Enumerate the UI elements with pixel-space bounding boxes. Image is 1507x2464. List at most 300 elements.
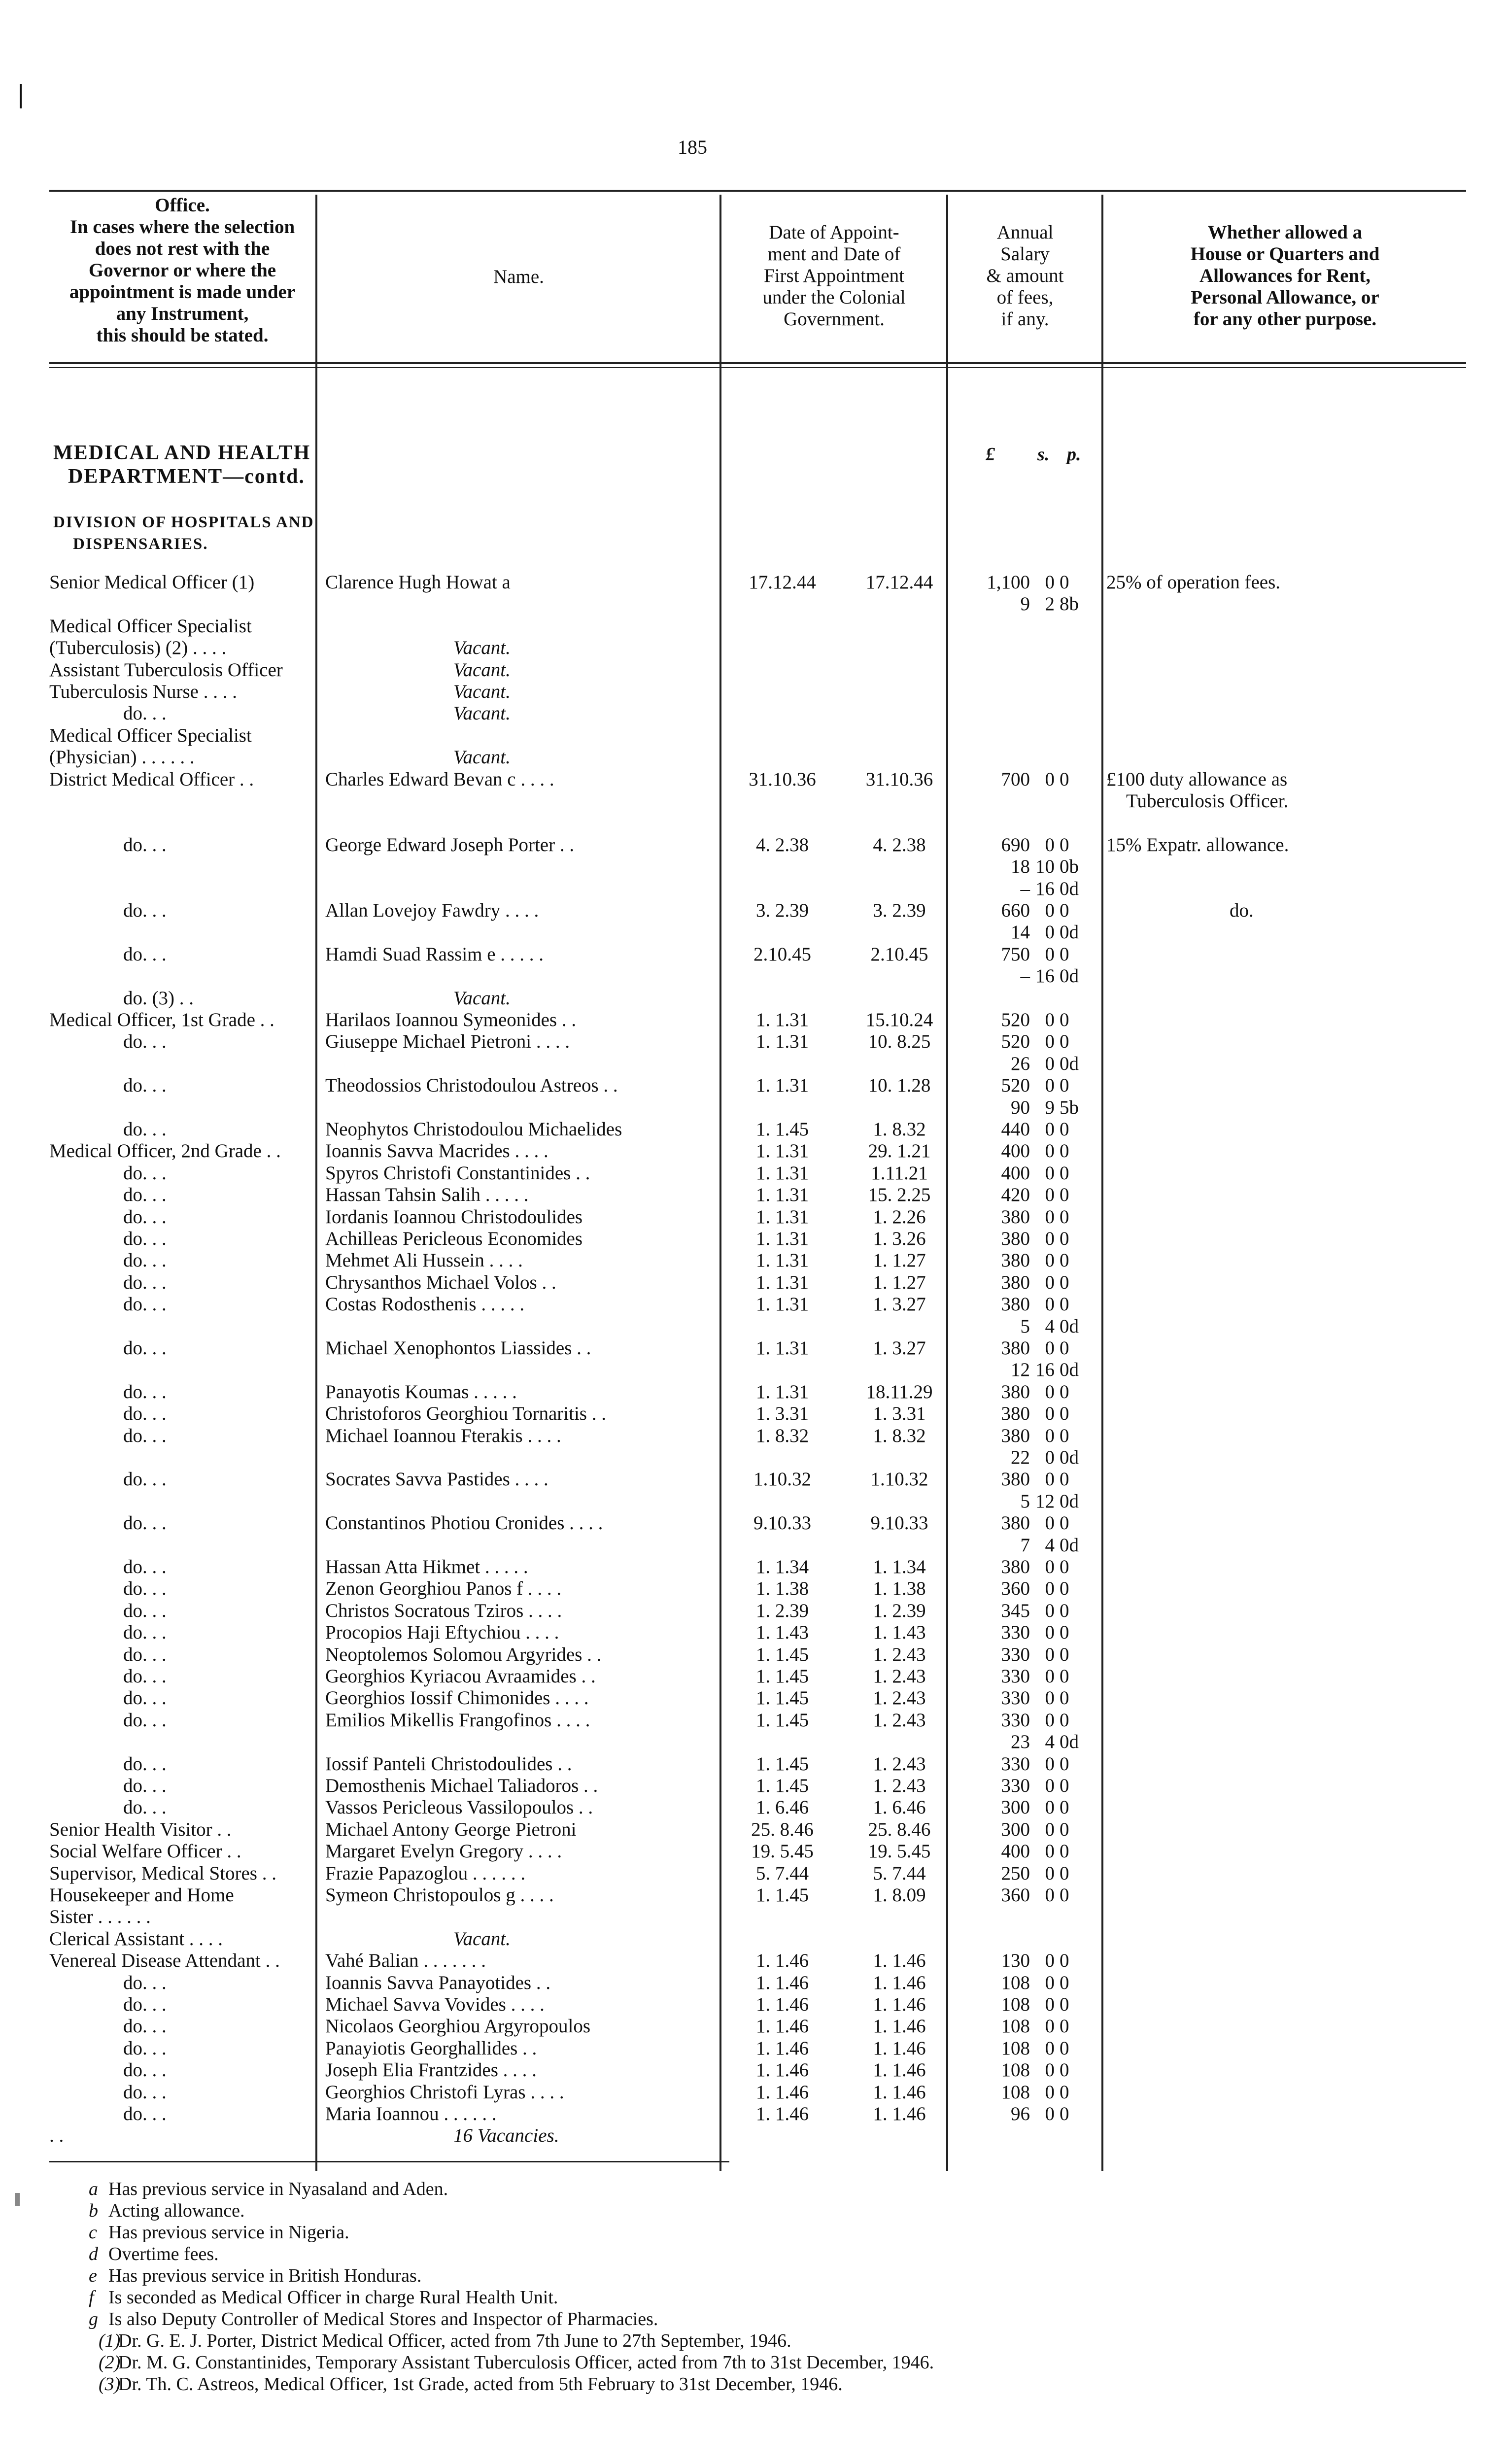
cell-name: Demosthenis Michael Taliadoros . . (325, 1775, 598, 1796)
cell-amt: 380 (1001, 1294, 1030, 1315)
cell-d1: 1. 1.45 (755, 1709, 809, 1731)
cell-amt: 330 (1001, 1643, 1030, 1665)
cell-office: do. . . (123, 1709, 167, 1731)
cell-name: Nicolaos Georghiou Argyropoulos (325, 2016, 591, 2037)
cell-amt: 380 (1001, 1250, 1030, 1271)
cell-name: Socrates Savva Pastides . . . . (325, 1469, 548, 1490)
table-row (0, 1622, 1507, 1643)
cell-d1: 4. 2.38 (755, 834, 809, 856)
cell-s: 4 (1045, 1731, 1055, 1753)
cell-name: Panayiotis Georghallides . . (325, 2037, 537, 2059)
cell-d1: 2.10.45 (754, 943, 811, 965)
table-row (0, 2125, 1507, 2147)
table-row (0, 834, 1507, 856)
cell-d1: 1. 1.38 (755, 1578, 809, 1600)
cell-office: do. . . (123, 2081, 167, 2103)
footnote (99, 2352, 934, 2373)
cell-office: Sister . . . . . . (49, 1906, 151, 1928)
cell-d2: 17.12.44 (865, 572, 933, 593)
cell-p: 0 (1060, 1818, 1069, 1840)
cell-office: do. . . (123, 1972, 167, 1993)
cell-d2: 1. 1.46 (873, 2037, 926, 2059)
table-row (0, 1797, 1507, 1818)
cell-s: 0 (1045, 1206, 1055, 1228)
cell-p: 0 (1060, 1862, 1069, 1884)
cell-p: 0d (1060, 1534, 1079, 1556)
footnote (89, 2243, 219, 2265)
cell-p: 0 (1060, 1775, 1069, 1796)
cell-d2: 1. 3.27 (873, 1294, 926, 1315)
cell-d1: 1. 1.46 (755, 2103, 809, 2124)
cell-s: 0 (1045, 1753, 1055, 1775)
table-row (0, 988, 1507, 1009)
cell-d2: 1. 3.31 (873, 1403, 926, 1425)
table-row (0, 1753, 1507, 1775)
cell-name: Neophytos Christodoulou Michaelides (325, 1119, 622, 1140)
cell-name: Procopios Haji Eftychiou . . . . (325, 1622, 559, 1643)
cell-s: 16 (1035, 965, 1055, 987)
header-bottom-rule-2 (49, 367, 1466, 368)
cell-office: do. . . (123, 1271, 167, 1293)
cell-name: 16 Vacancies. (453, 2125, 559, 2147)
cell-name: Georghios Iossif Chimonides . . . . (325, 1687, 589, 1709)
table-row (0, 1447, 1507, 1469)
cell-amt: – (1020, 878, 1030, 899)
cell-d2: 1. 8.32 (873, 1119, 926, 1140)
table-row (0, 1163, 1507, 1184)
cell-office: do. . . (123, 1753, 167, 1775)
cell-p: 0d (1060, 1053, 1079, 1074)
cell-amt: 108 (1001, 2037, 1030, 2059)
cell-amt: 108 (1001, 1994, 1030, 2015)
cell-s: 0 (1045, 1972, 1055, 1993)
cell-office: do. . . (123, 1075, 167, 1096)
cell-office: do. . . (123, 2103, 167, 2124)
table-row (0, 2016, 1507, 2037)
cell-s: 0 (1045, 1862, 1055, 1884)
table-row (0, 616, 1507, 637)
division-title: DIVISION OF HOSPITALS AND DISPENSARIES. (53, 513, 314, 553)
cell-amt: 14 (1011, 922, 1030, 943)
table-row (0, 1994, 1507, 2016)
table-row (0, 1250, 1507, 1271)
cell-d2: 1. 2.26 (873, 1206, 926, 1228)
header-bottom-rule (49, 362, 1466, 364)
cell-p: 0 (1060, 1184, 1069, 1206)
cell-p: 0 (1060, 1622, 1069, 1643)
table-row (0, 965, 1507, 987)
cell-d2: 1. 1.46 (873, 2059, 926, 2081)
footnote-rule (49, 2161, 729, 2162)
footnote-key: (1) (99, 2330, 121, 2351)
cell-d2: 1. 2.43 (873, 1753, 926, 1775)
header-name: Name. (493, 266, 544, 287)
cell-s: 0 (1045, 1337, 1055, 1359)
table-row (0, 1469, 1507, 1490)
table-row (0, 1512, 1507, 1534)
cell-office: do. . . (123, 1184, 167, 1206)
cell-d2: 2.10.45 (870, 943, 928, 965)
cell-d1: 31.10.36 (749, 768, 816, 790)
cell-d2: 1.11.21 (871, 1162, 928, 1184)
cell-s: 0 (1045, 1950, 1055, 1972)
cell-amt: 520 (1001, 1009, 1030, 1030)
table-row (0, 1972, 1507, 1994)
table-row (0, 2059, 1507, 2081)
table-row (0, 1097, 1507, 1119)
cell-name: Charles Edward Bevan c . . . . (325, 768, 554, 790)
table-row (0, 1666, 1507, 1687)
footnote (89, 2308, 658, 2330)
cell-d1: 1. 1.46 (755, 1994, 809, 2015)
cell-s: 0 (1045, 834, 1055, 856)
table-row (0, 1644, 1507, 1666)
cell-p: 0 (1060, 900, 1069, 921)
cell-s: 0 (1045, 943, 1055, 965)
cell-amt: 400 (1001, 1162, 1030, 1184)
cell-amt: 5 (1020, 1315, 1030, 1337)
table-row (0, 856, 1507, 878)
cell-p: 0 (1060, 1950, 1069, 1972)
table-row (0, 1535, 1507, 1556)
cell-amt: 345 (1001, 1600, 1030, 1621)
table-row (0, 1184, 1507, 1206)
footnote-key: f (89, 2287, 94, 2308)
footnote (99, 2330, 791, 2352)
cell-name: Hamdi Suad Rassim e . . . . . (325, 943, 544, 965)
cell-s: 0 (1045, 1622, 1055, 1643)
footnote-text: Acting allowance. (108, 2200, 245, 2221)
cell-name: Harilaos Ioannou Symeonides . . (325, 1009, 577, 1030)
footnote-key: a (89, 2179, 98, 2199)
cell-office: (Physician) . . . . . . (49, 747, 195, 768)
cell-amt: 440 (1001, 1119, 1030, 1140)
cell-p: 0 (1060, 2103, 1069, 2124)
cell-s: 0 (1045, 1250, 1055, 1271)
cell-name: Michael Antony George Pietroni (325, 1818, 577, 1840)
cell-office: (Tuberculosis) (2) . . . . (49, 637, 227, 659)
table-row (0, 1075, 1507, 1096)
table-row (0, 1884, 1507, 1906)
cell-office: Medical Officer, 2nd Grade . . (49, 1140, 281, 1162)
cell-p: 0 (1060, 943, 1069, 965)
cell-name: Maria Ioannou . . . . . . (325, 2103, 497, 2124)
header-allowance: Whether allowed a House or Quarters and Allowances for Rent, Personal Allowance, or for any other purpose. (1190, 222, 1380, 330)
cell-s: 16 (1035, 1359, 1055, 1381)
cell-d1: 1. 1.31 (755, 1031, 809, 1053)
footnote-text: Has previous service in Nigeria. (108, 2222, 349, 2243)
cell-s: 0 (1045, 2103, 1055, 2124)
cell-office: Senior Health Visitor . . (49, 1818, 232, 1840)
cell-amt: 400 (1001, 1140, 1030, 1162)
cell-p: 0 (1060, 1425, 1069, 1446)
cell-d2: 1.10.32 (870, 1469, 928, 1490)
cell-amt: 300 (1001, 1797, 1030, 1818)
footnote-key: (2) (99, 2352, 121, 2373)
table-row (0, 747, 1507, 768)
cell-d2: 1. 2.43 (873, 1666, 926, 1687)
cell-amt: 420 (1001, 1184, 1030, 1206)
cell-d2: 10. 1.28 (868, 1075, 931, 1096)
table-row (0, 1425, 1507, 1447)
cell-p: 0 (1060, 2059, 1069, 2081)
cell-amt: 330 (1001, 1622, 1030, 1643)
cell-name: Iossif Panteli Christodoulides . . (325, 1753, 572, 1775)
cell-amt: 250 (1001, 1862, 1030, 1884)
cell-name: Clarence Hugh Howat a (325, 572, 511, 593)
table-row (0, 1009, 1507, 1031)
cell-d1: 1. 1.31 (755, 1250, 809, 1271)
cell-office: do. . . (123, 1512, 167, 1534)
cell-amt: 22 (1011, 1447, 1030, 1468)
cell-p: 0 (1060, 1600, 1069, 1621)
cell-d2: 29. 1.21 (868, 1140, 931, 1162)
cell-amt: 18 (1011, 856, 1030, 878)
cell-d2: 5. 7.44 (873, 1862, 926, 1884)
page-number: 185 (678, 136, 707, 158)
cell-s: 0 (1045, 1600, 1055, 1621)
cell-name: Michael Ioannou Fterakis . . . . (325, 1425, 561, 1446)
cell-name: Vacant. (453, 987, 511, 1009)
header-date: Date of Appoint- ment and Date of First Appointment under the Colonial Government. (762, 222, 906, 330)
cell-office: do. . . (123, 2016, 167, 2037)
cell-s: 4 (1045, 1534, 1055, 1556)
cell-s: 0 (1045, 1119, 1055, 1140)
cell-p: 0 (1060, 1994, 1069, 2015)
cell-name: George Edward Joseph Porter . . (325, 834, 575, 856)
cell-d1: 1. 1.46 (755, 2059, 809, 2081)
footnote-key: d (89, 2244, 98, 2264)
cell-d1: 1. 1.31 (755, 1009, 809, 1030)
cell-allow: 15% Expatr. allowance. (1106, 834, 1289, 856)
cell-p: 0 (1060, 1469, 1069, 1490)
cell-s: 0 (1045, 1009, 1055, 1030)
cell-p: 0 (1060, 2081, 1069, 2103)
cell-office: Medical Officer Specialist (49, 724, 252, 746)
cell-allow: do. (1230, 900, 1254, 921)
cell-d2: 31.10.36 (865, 768, 933, 790)
table-row (0, 1119, 1507, 1140)
cell-p: 0 (1060, 1271, 1069, 1293)
cell-office: do. . . (123, 1425, 167, 1446)
cell-p: 0 (1060, 1228, 1069, 1249)
cell-amt: 330 (1001, 1687, 1030, 1709)
cell-d2: 1. 1.38 (873, 1578, 926, 1600)
cell-p: 0 (1060, 1140, 1069, 1162)
footnote-text: Dr. M. G. Constantinides, Temporary Assistant Tuberculosis Officer, acted from 7th to 31st December, 1946. (118, 2352, 934, 2373)
cell-s: 0 (1045, 1403, 1055, 1425)
cell-p: 0 (1060, 1075, 1069, 1096)
header-office: Office. In cases where the selection does not rest with the Governor or where the appointment is made under any Instrument, this should be stated. (69, 195, 296, 346)
footnote-text: Has previous service in Nyasaland and Aden. (108, 2179, 448, 2199)
cell-d1: 1. 1.45 (755, 1119, 809, 1140)
footnote-key: e (89, 2265, 97, 2286)
cell-office: Clerical Assistant . . . . (49, 1928, 223, 1950)
cell-office: Supervisor, Medical Stores . . (49, 1862, 276, 1884)
cell-office: do. . . (123, 2059, 167, 2081)
cell-s: 10 (1035, 856, 1055, 878)
table-row (0, 1600, 1507, 1622)
cell-office: do. . . (123, 1643, 167, 1665)
footnote (89, 2200, 244, 2222)
cell-s: 0 (1045, 1162, 1055, 1184)
cell-name: Vacant. (453, 747, 511, 768)
cell-amt: 400 (1001, 1841, 1030, 1862)
cell-office: do. . . (123, 1206, 167, 1228)
cell-office: do. . . (123, 1228, 167, 1249)
cell-s: 0 (1045, 1818, 1055, 1840)
currency-shillings: s. (1037, 444, 1050, 465)
cell-d1: 1. 1.46 (755, 2081, 809, 2103)
footnote-text: Has previous service in British Honduras. (108, 2265, 422, 2286)
cell-name: Ioannis Savva Macrides . . . . (325, 1140, 548, 1162)
cell-office: Social Welfare Officer . . (49, 1841, 241, 1862)
cell-s: 0 (1045, 1184, 1055, 1206)
cell-office: Medical Officer Specialist (49, 615, 252, 637)
cell-amt: 108 (1001, 2016, 1030, 2037)
cell-d1: 25. 8.46 (751, 1818, 814, 1840)
cell-d2: 1. 3.27 (873, 1337, 926, 1359)
cell-name: Achilleas Pericleous Economides (325, 1228, 583, 1249)
cell-p: 0 (1060, 1031, 1069, 1053)
cell-amt: 330 (1001, 1709, 1030, 1731)
cell-s: 0 (1045, 1031, 1055, 1053)
cell-amt: 380 (1001, 1469, 1030, 1490)
cell-d2: 1. 1.46 (873, 2016, 926, 2037)
cell-name: Vacant. (453, 681, 511, 702)
footnote (89, 2265, 421, 2287)
cell-p: 0 (1060, 1841, 1069, 1862)
cell-d2: 1. 2.39 (873, 1600, 926, 1621)
table-row (0, 878, 1507, 900)
cell-p: 8b (1060, 593, 1079, 615)
cell-name: Constantinos Photiou Cronides . . . . (325, 1512, 603, 1534)
cell-d1: 1. 1.45 (755, 1884, 809, 1906)
table-row (0, 1687, 1507, 1709)
cell-name: Margaret Evelyn Gregory . . . . (325, 1841, 562, 1862)
cell-amt: 108 (1001, 2081, 1030, 2103)
cell-office: do. . . (123, 1600, 167, 1621)
department-title: MEDICAL AND HEALTH DEPARTMENT—contd. (53, 442, 311, 488)
cell-amt: 23 (1011, 1731, 1030, 1753)
footnote (89, 2222, 349, 2243)
cell-p: 0 (1060, 1206, 1069, 1228)
cell-p: 0 (1060, 1643, 1069, 1665)
cell-p: 0 (1060, 1381, 1069, 1403)
cell-name: Symeon Christopoulos g . . . . (325, 1884, 554, 1906)
cell-name: Spyros Christofi Constantinides . . (325, 1162, 590, 1184)
cell-d1: 9.10.33 (754, 1512, 811, 1534)
table-row (0, 1578, 1507, 1600)
cell-office: do. . . (123, 1556, 167, 1577)
cell-d1: 1. 1.31 (755, 1162, 809, 1184)
cell-d1: 1. 3.31 (755, 1403, 809, 1425)
cell-d2: 1. 1.46 (873, 2103, 926, 2124)
cell-s: 0 (1045, 1884, 1055, 1906)
cell-amt: 5 (1020, 1490, 1030, 1512)
cell-office: do. . . (123, 1578, 167, 1600)
table-row (0, 1337, 1507, 1359)
cell-amt: 300 (1001, 1818, 1030, 1840)
cell-p: 0 (1060, 1403, 1069, 1425)
cell-office: do. . . (123, 1687, 167, 1709)
cell-d1: 1. 1.45 (755, 1775, 809, 1796)
currency-pound: £ (986, 444, 995, 465)
footnote-text: Is also Deputy Controller of Medical Stores and Inspector of Pharmacies. (108, 2309, 658, 2329)
cell-office: do. . . (123, 1337, 167, 1359)
cell-d1: 17.12.44 (749, 572, 816, 593)
cell-name: Neoptolemos Solomou Argyrides . . (325, 1643, 602, 1665)
cell-amt: 380 (1001, 1403, 1030, 1425)
cell-office: Medical Officer, 1st Grade . . (49, 1009, 274, 1030)
cell-d1: 1. 1.46 (755, 2016, 809, 2037)
cell-s: 0 (1045, 1075, 1055, 1096)
cell-name: Michael Xenophontos Liassides . . (325, 1337, 591, 1359)
cell-office: Tuberculosis Nurse . . . . (49, 681, 237, 702)
cell-name: Vacant. (453, 1928, 511, 1950)
table-row (0, 1775, 1507, 1797)
cell-p: 0 (1060, 572, 1069, 593)
cell-d1: 1. 8.32 (755, 1425, 809, 1446)
cell-office: District Medical Officer . . (49, 768, 254, 790)
cell-d2: 1. 1.27 (873, 1271, 926, 1293)
cell-amt: – (1020, 965, 1030, 987)
cell-office: do. . . (123, 1797, 167, 1818)
cell-office: do. . . (123, 1162, 167, 1184)
cell-d2: 25. 8.46 (868, 1818, 931, 1840)
cell-d1: 1. 1.31 (755, 1337, 809, 1359)
cell-name: Christos Socratous Tziros . . . . (325, 1600, 562, 1621)
table-row (0, 1928, 1507, 1950)
cell-d2: 3. 2.39 (873, 900, 926, 921)
cell-p: 0 (1060, 1009, 1069, 1030)
cell-d1: 1.10.32 (754, 1469, 811, 1490)
cell-d1: 1. 1.45 (755, 1643, 809, 1665)
cell-p: 0 (1060, 1709, 1069, 1731)
cell-d1: 1. 1.31 (755, 1206, 809, 1228)
cell-d2: 1. 1.43 (873, 1622, 926, 1643)
cell-d1: 1. 1.34 (755, 1556, 809, 1577)
cell-s: 0 (1045, 1140, 1055, 1162)
cell-d1: 3. 2.39 (755, 900, 809, 921)
cell-office: do. . . (123, 1250, 167, 1271)
cell-s: 0 (1045, 1775, 1055, 1796)
cell-d2: 1. 8.09 (873, 1884, 926, 1906)
cell-amt: 380 (1001, 1206, 1030, 1228)
cell-d1: 1. 1.45 (755, 1666, 809, 1687)
cell-amt: 26 (1011, 1053, 1030, 1074)
cell-p: 0 (1060, 1294, 1069, 1315)
cell-d1: 1. 1.31 (755, 1294, 809, 1315)
cell-office: do. . . (123, 1994, 167, 2015)
table-row (0, 1316, 1507, 1337)
cell-name: Frazie Papazoglou . . . . . . (325, 1862, 526, 1884)
cell-name: Mehmet Ali Hussein . . . . (325, 1250, 523, 1271)
table-row (0, 1710, 1507, 1731)
cell-name: Georghios Christofi Lyras . . . . (325, 2081, 564, 2103)
cell-s: 0 (1045, 1512, 1055, 1534)
table-row (0, 944, 1507, 965)
cell-amt: 330 (1001, 1753, 1030, 1775)
footnote-text: Dr. G. E. J. Porter, District Medical Officer, acted from 7th June to 27th September, 1946. (118, 2330, 791, 2351)
table-row (0, 1841, 1507, 1862)
cell-d2: 1. 1.46 (873, 1972, 926, 1993)
cell-name: Hassan Atta Hikmet . . . . . (325, 1556, 528, 1577)
cell-d1: 1. 1.31 (755, 1140, 809, 1162)
cell-office: do. . . (123, 1119, 167, 1140)
cell-amt: 380 (1001, 1381, 1030, 1403)
table-row (0, 2082, 1507, 2103)
